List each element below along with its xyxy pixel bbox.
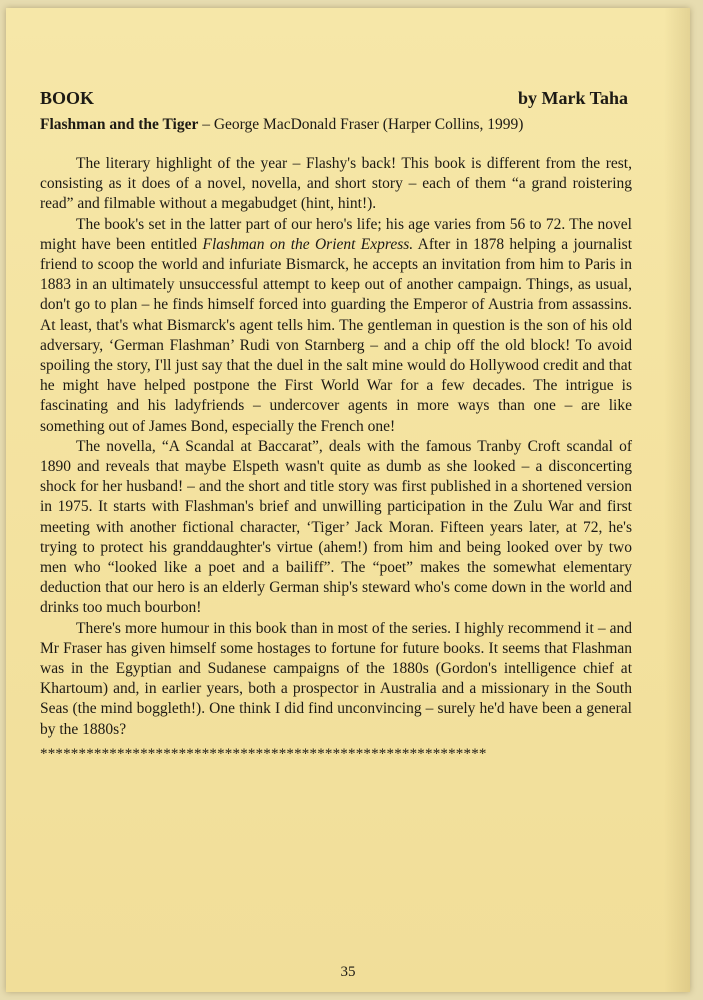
paragraph-2-italic-title: Flashman on the Orient Express.: [202, 235, 414, 253]
paragraph-4: There's more humour in this book than in most of the series. I highly recommend it – and Mr Fraser has given himself some hostages to fortune for future books. It seems that Flashman was in the Egyptian and Sudanese campaigns of the 1880s (Gordon's intelligence chief at Khartoum) and, in earlier years, both a prospector in Australia and a missionary in the South Seas (the mind boggleth!). One think I did find unconvincing – surely he'd have been a general by the 1880s?: [40, 619, 632, 738]
page-spine-shadow: [664, 8, 690, 992]
paragraph-2-part-a: The book's set in the latter part of our hero's life; his age varies from 56 to 72. The novel might have been entitled: [40, 215, 632, 253]
book-title: Flashman and the Tiger: [40, 116, 199, 133]
book-details: – George MacDonald Fraser (Harper Collins, 1999): [198, 116, 524, 133]
section-label: BOOK: [40, 88, 95, 108]
paragraph-2: [40, 215, 632, 437]
review-body: [40, 154, 632, 740]
paragraph-3: The novella, “A Scandal at Baccarat”, deals with the famous Tranby Croft scandal of 1890 and reveals that maybe Elspeth wasn't quite as dumb as she looked – a disconcerting shock for her husband! – and the short and title story was first published in a shortened version in 1975. It starts with Flashman's brief and unwilling participation in the Zulu War and first meeting with another fictional character, ‘Tiger’ Jack Moran. Fifteen years later, at 72, he's trying to protect his granddaughter's virtue (ahem!) from him and being looked over by two men who “looked like a poet and a bailiff”. The “poet” makes the somewhat elementary deduction that our hero is an elderly German ship's steward who's come down in the world and drinks too much bourbon!: [40, 437, 632, 617]
paragraph-1: The literary highlight of the year – Flashy's back! This book is different from the rest, consisting as it does of a novel, novella, and short story – each of them “a grand roistering read” and filmable without a megabudget (hint, hint!).: [40, 155, 632, 213]
page-number: 35: [340, 964, 356, 980]
book-citation: [40, 116, 523, 134]
asterisk-divider: **********************************************************: [40, 746, 487, 762]
paragraph-2-part-b: After in 1878 helping a journalist friend to scoop the world and infuriate Bismarck, he accepts an invitation from him to Paris in 1883 in an ultimately unsuccessful attempt to keep out of another campaign. Things, as usual, don't go to plan – he finds himself forced into guarding the Emperor of Austria from assassins. At least, that's what Bismarck's agent tells him. The gentleman in question is the son of his old adversary, ‘German Flashman’ Rudi von Starnberg – and a chip off the old block! To avoid spoiling the story, I'll just say that the duel in the salt mine would do Hollywood credit and that he might have helped postpone the First World War for a few decades. The intrigue is fascinating and his ladyfriends – undercover agents in more ways than one – are like something out of James Bond, especially the French one!: [40, 235, 632, 435]
header-row: [40, 88, 628, 112]
author-byline: by Mark Taha: [517, 88, 628, 108]
page: [6, 8, 690, 992]
